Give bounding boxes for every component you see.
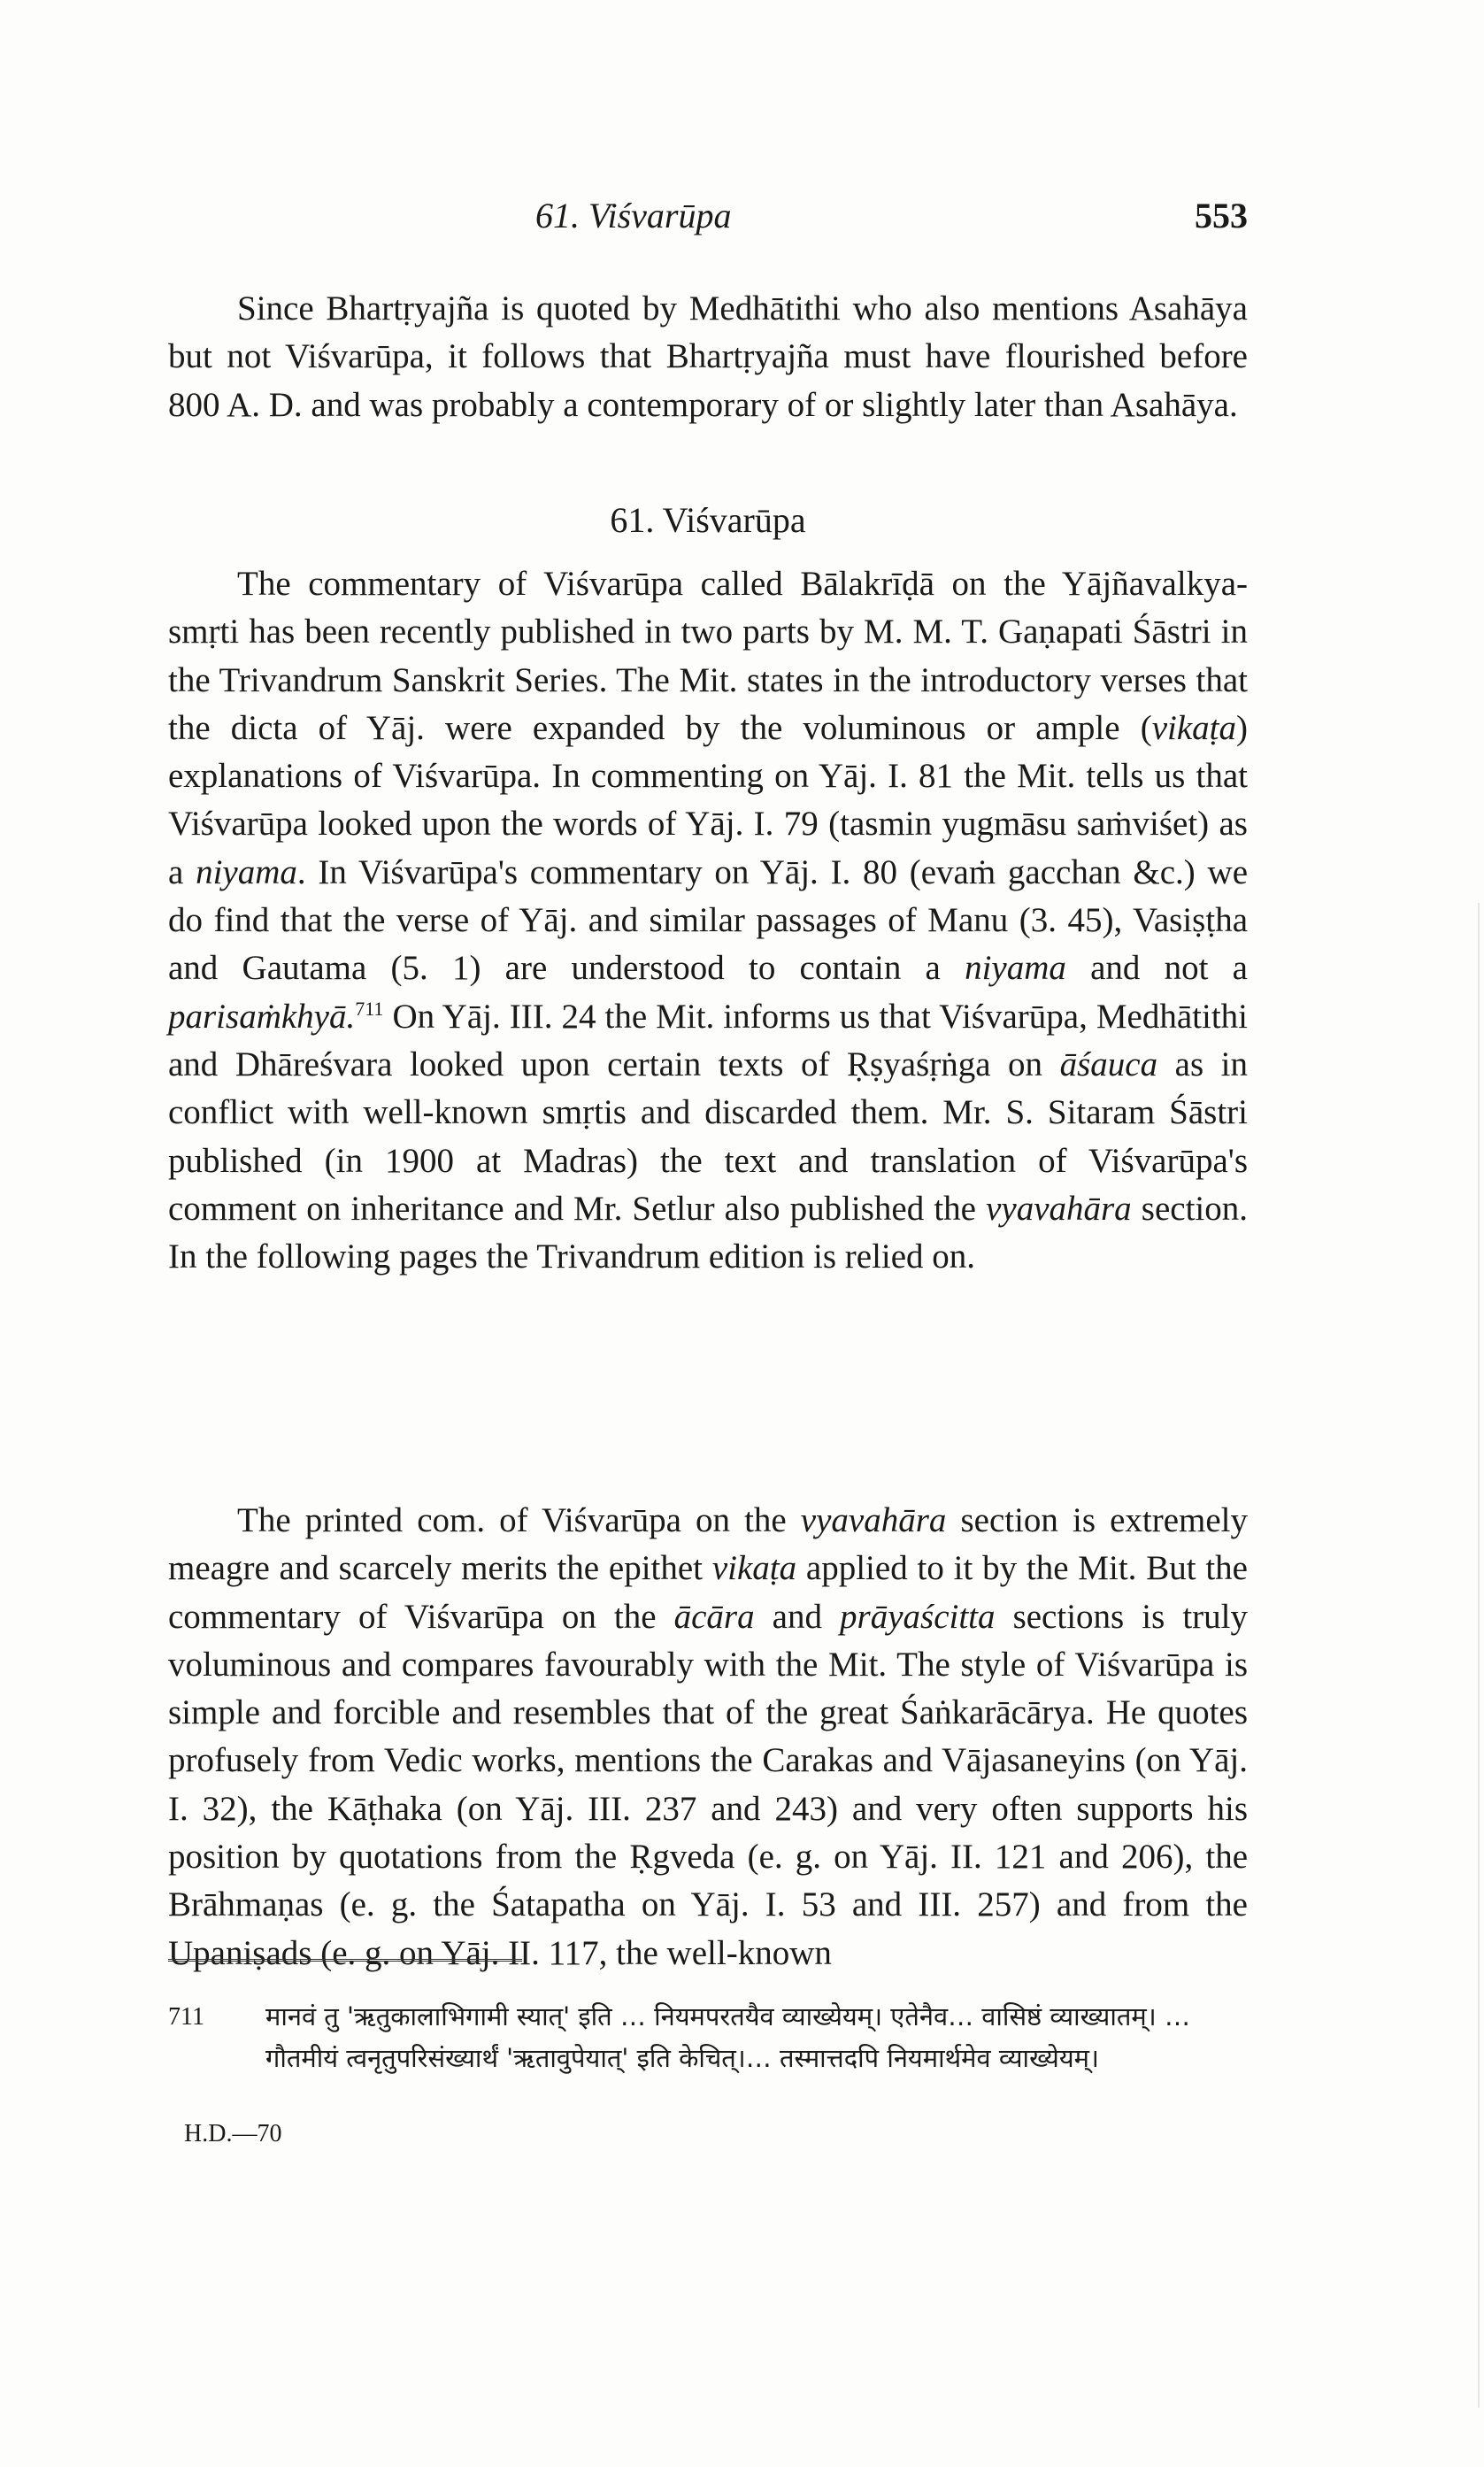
signature-mark: H.D.—70 bbox=[184, 2120, 282, 2147]
p2-text-g: section. In the following pages the Trivandrum edition is relied on. bbox=[168, 1189, 1249, 1276]
p2-text-a: The commentary of Viśvarūpa called Bālakrīḍā on the Yājñavalkya-smṛti has been recently published in two parts by M. M. T. Gaṇapati Śāstri in the Trivandrum Sanskrit Series. The Mit. states in the introductory verses that the dicta of Yāj. were expanded by the voluminous or ample ( bbox=[168, 565, 1248, 747]
term-asauca: āśauca bbox=[1059, 1045, 1158, 1083]
footnote-number: 711 bbox=[168, 2003, 204, 2031]
p2-text-d: and not a bbox=[1065, 949, 1248, 988]
p2-text-e: On Yāj. III. 24 the Mit. informs us that Viśvarūpa, Medhātithi and Dhāreśvara looked upon certain texts of Ṛṣyaśṛṅga on bbox=[168, 997, 1248, 1083]
term-niyama-2: niyama bbox=[965, 949, 1066, 988]
term-vyavahara: vyavahāra bbox=[986, 1189, 1132, 1228]
term-parisamkhya: parisaṁkhyā. bbox=[168, 997, 356, 1036]
p2-text-f: as in conflict with well-known smṛtis and discarded them. Mr. S. Sitaram Śāstri published (in 1900 at Madras) the text and translation of Viśvarūpa's comment on inheritance and Mr. Setlur also published the bbox=[168, 1045, 1248, 1228]
footnote bbox=[168, 1996, 1248, 2079]
term-acara: ācāra bbox=[673, 1597, 755, 1636]
term-niyama: niyama bbox=[196, 852, 297, 891]
paragraph-1: Since Bhartṛyajña is quoted by Medhātithi who also mentions Asahāya but not Viśvarūpa, it follows that Bhartṛyajña must have flourished before 800 A. D. and was probably a contemporary of or slightly later than Asahāya. bbox=[168, 289, 1248, 424]
p2-text-b: ) explanations of Viśvarūpa. In commenting on Yāj. I. 81 the Mit. tells us that Viśvarūpa looked upon the words of Yāj. I. 79 (tasmin yugmāsu saṁviśet) as a bbox=[168, 708, 1248, 891]
p2-text-c: . In Viśvarūpa's commentary on Yāj. I. 80 (evaṁ gacchan &c.) we do find that the verse of Yāj. and similar passages of Manu (3. 45), Vasiṣṭha and Gautama (5. 1) are understood to contain a bbox=[168, 852, 1249, 988]
header-title: 61. Viśvarūpa bbox=[535, 196, 732, 235]
p3-text-b: section is extremely meagre and scarcely merits the epithet bbox=[168, 1501, 1248, 1588]
running-header bbox=[168, 195, 1248, 248]
page-number: 553 bbox=[1195, 196, 1248, 235]
paragraph-3 bbox=[168, 1497, 1248, 1977]
p3-text-d: and bbox=[754, 1597, 841, 1636]
p3-text-e: sections is truly voluminous and compares favourably with the Mit. The style of Viśvarūpa is simple and forcible and resembles that of the great Śaṅkarācārya. He quotes profusely from Vedic works, mentions the Carakas and Vājasaneyins (on Yāj. I. 32), the Kāṭhaka (on Yāj. III. 237 and 243) and very often supports his position by quotations from the Ṛgveda (e. g. on Yāj. II. 121 and 206), the Brāhmaṇas (e. g. the Śatapatha on Yāj. I. 53 and III. 257) and from the Upaniṣads (e. g. on Yāj. II. 117, the well-known bbox=[168, 1597, 1249, 1972]
term-vyavahara-2: vyavahāra bbox=[800, 1501, 947, 1539]
section-heading: 61. Viśvarūpa bbox=[610, 500, 806, 540]
footnote-text: मानवं तु 'ऋतुकालाभिगामी स्यात्' इति … नियमपरतयैव व्याख्येयम्। एतेनैव… वासिष्ठं व्याख्यातम्। …गौतमीयं त्वनृतुपरिसंख्यार्थं 'ऋतावुपेयात्' इति केचित्।… तस्मात्तदपि नियमार्थमेव व्याख्येयम्। bbox=[265, 2001, 1190, 2073]
p3-text-a: The printed com. of Viśvarūpa on the bbox=[237, 1501, 801, 1539]
margin-line bbox=[1478, 903, 1480, 2408]
term-prayascitta: prāyaścitta bbox=[840, 1597, 996, 1636]
footnote-reference[interactable]: 711 bbox=[355, 997, 384, 1020]
term-vikata: vikaṭa bbox=[1151, 708, 1236, 747]
paragraph-2 bbox=[168, 560, 1248, 1281]
p3-text-c: applied to it by the Mit. But the commentary of Viśvarūpa on the bbox=[168, 1549, 1248, 1636]
term-vikata-2: vikaṭa bbox=[711, 1549, 797, 1588]
footnote-rule bbox=[168, 1959, 522, 1967]
